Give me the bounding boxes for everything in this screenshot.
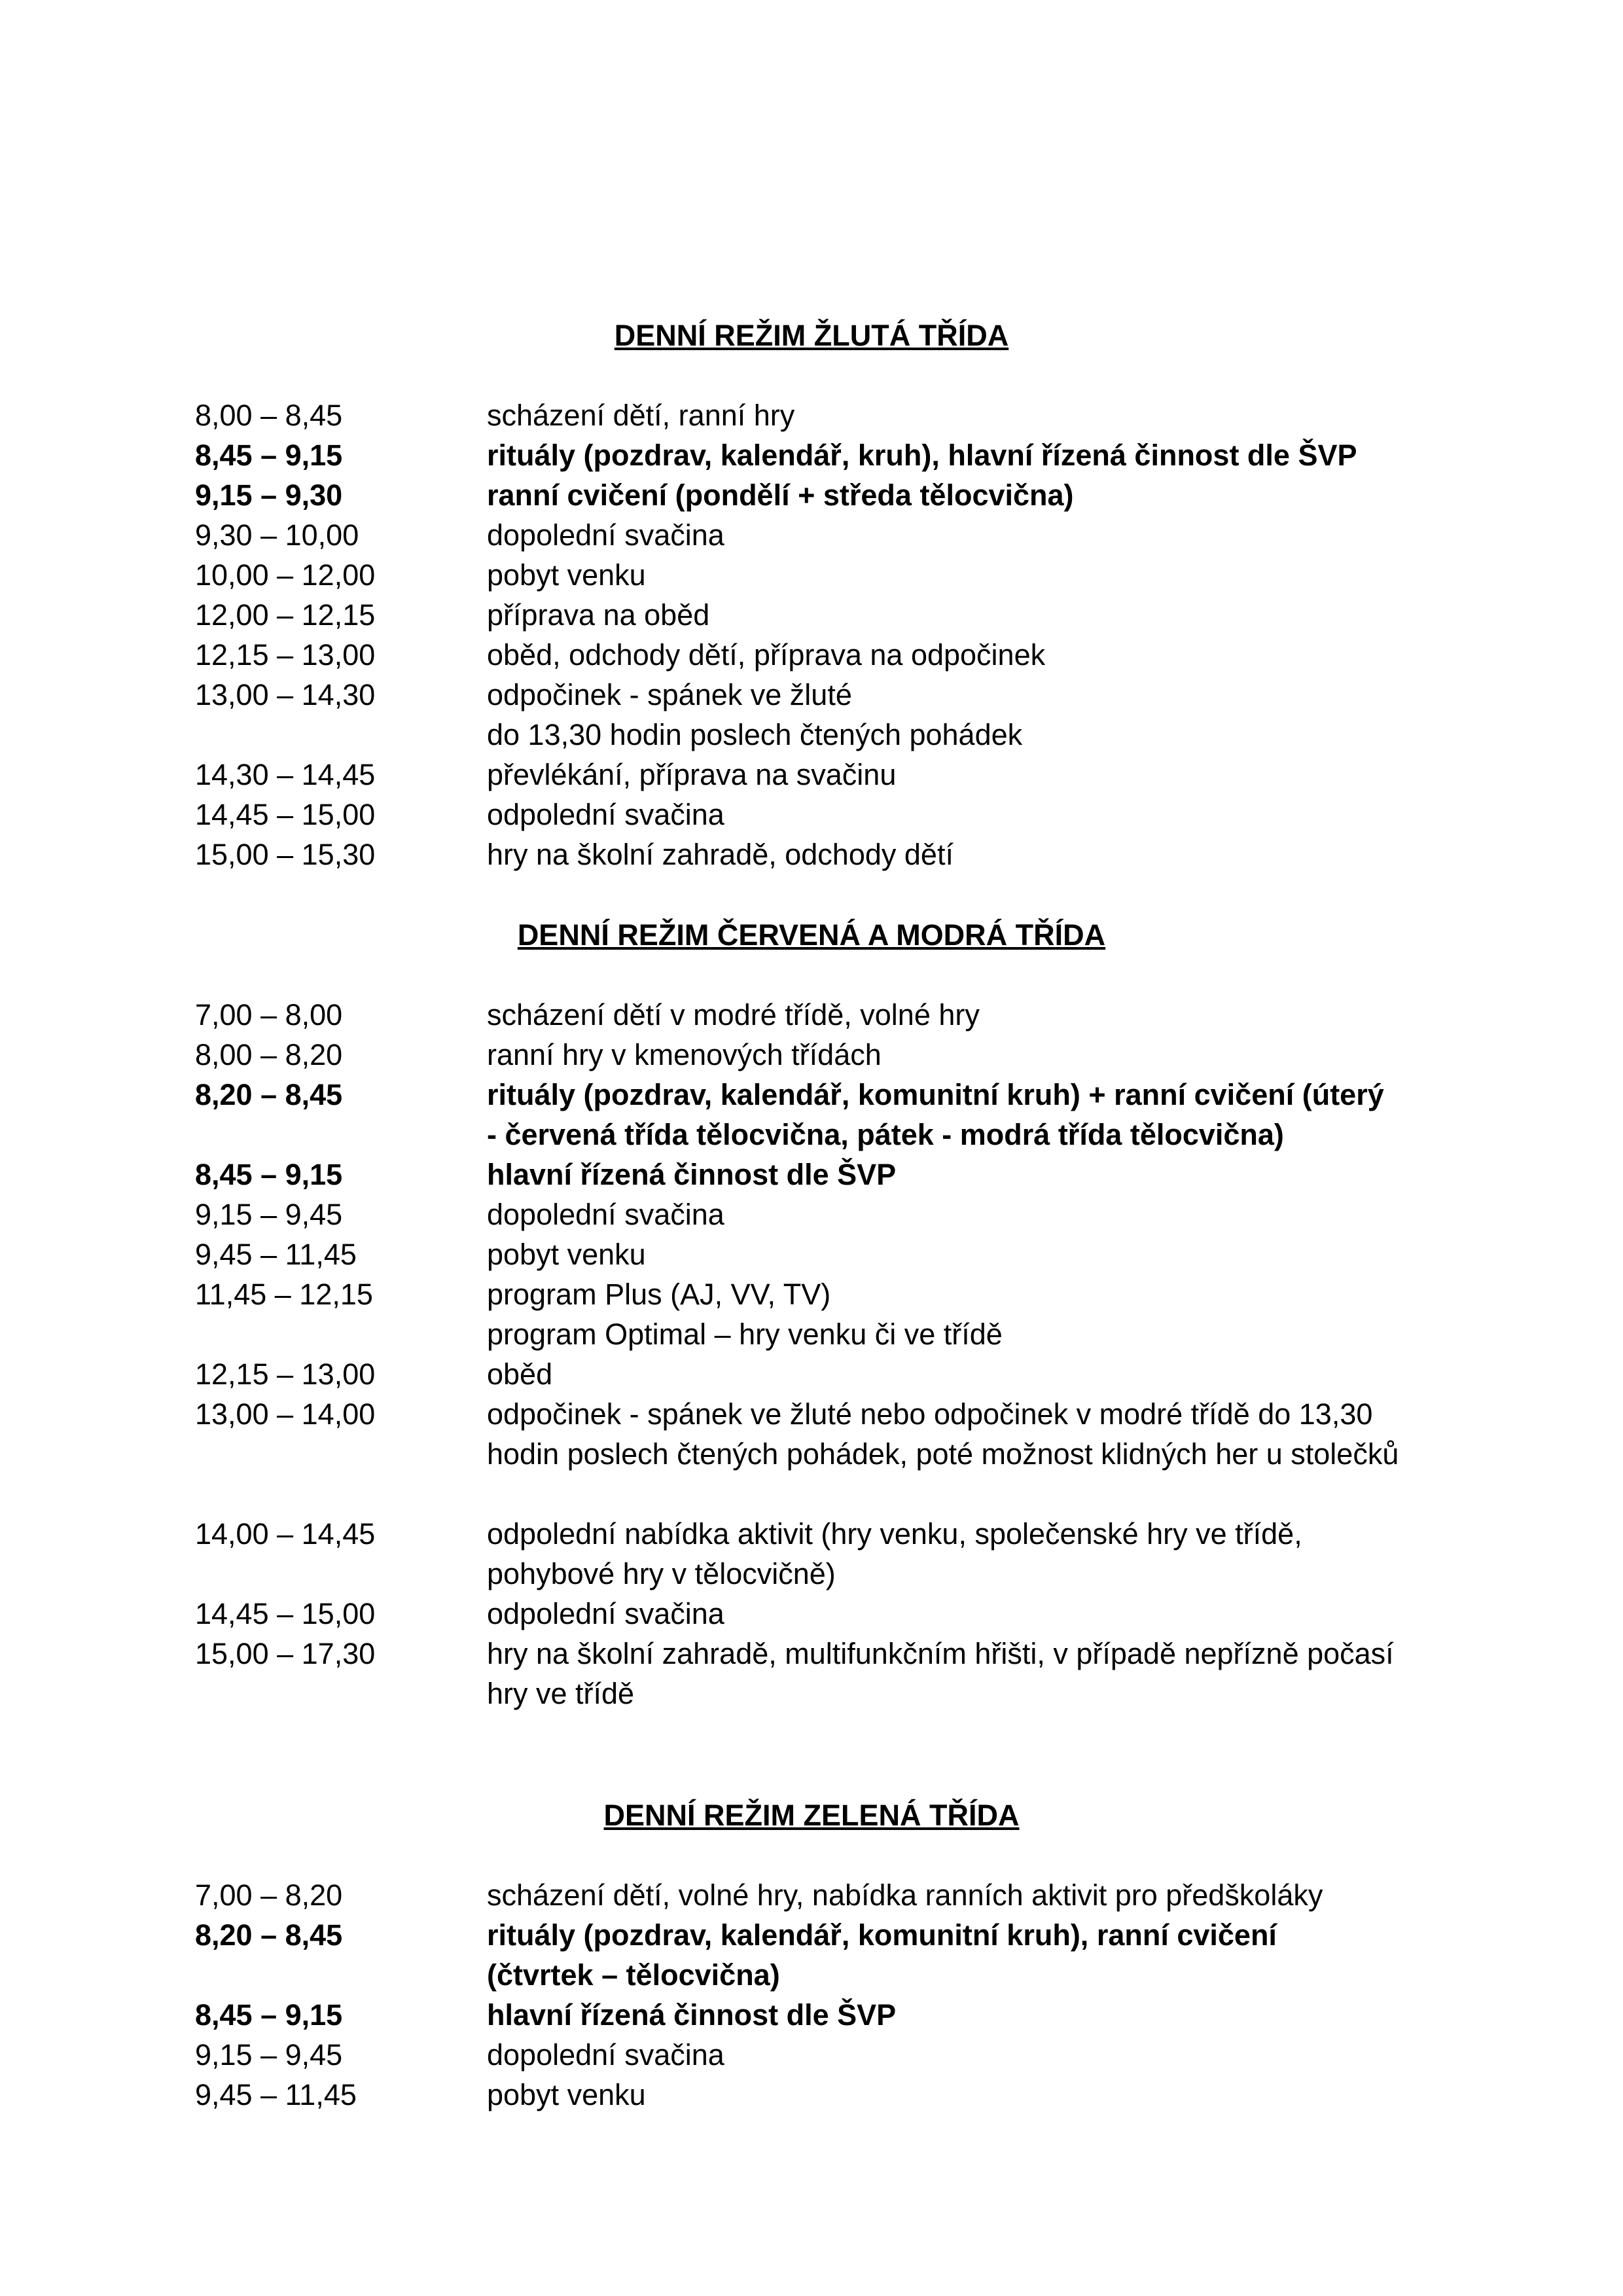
time-range: 8,45 – 9,15 bbox=[195, 1158, 343, 1191]
time-range: 13,00 – 14,30 bbox=[195, 678, 376, 711]
schedule-row-continuation bbox=[195, 1314, 1438, 1354]
time-range: 9,45 – 11,45 bbox=[195, 1238, 357, 1271]
time-range: 7,00 – 8,00 bbox=[195, 998, 343, 1031]
schedule-row bbox=[195, 1394, 1438, 1474]
activity: odpočinek - spánek ve žluté bbox=[487, 678, 852, 711]
schedule-row bbox=[195, 1274, 1438, 1314]
activity: dopolední svačina bbox=[487, 518, 724, 552]
time-range: 8,20 – 8,45 bbox=[195, 1078, 343, 1111]
time-range: 14,30 – 14,45 bbox=[195, 758, 376, 791]
activity: dopolední svačina bbox=[487, 2038, 724, 2072]
time-range: 9,15 – 9,30 bbox=[195, 478, 343, 512]
schedule-row bbox=[195, 475, 1438, 515]
schedule-row bbox=[195, 1194, 1438, 1234]
activity: scházení dětí, ranní hry bbox=[487, 399, 795, 432]
schedule-row bbox=[195, 435, 1438, 475]
activity: scházení dětí v modré třídě, volné hry bbox=[487, 998, 980, 1031]
activity: hlavní řízená činnost dle ŠVP bbox=[487, 1998, 897, 2032]
activity: příprava na oběd bbox=[487, 598, 710, 632]
schedule-row bbox=[195, 515, 1438, 555]
schedule-row bbox=[195, 1915, 1438, 1955]
schedule-row bbox=[195, 995, 1438, 1035]
time-range: 13,00 – 14,00 bbox=[195, 1397, 376, 1431]
schedule-row bbox=[195, 2075, 1438, 2115]
activity: převlékání, příprava na svačinu bbox=[487, 758, 897, 791]
time-range: 12,15 – 13,00 bbox=[195, 1357, 376, 1391]
activity: do 13,30 hodin poslech čtených pohádek bbox=[487, 718, 1023, 751]
schedule-row bbox=[195, 1075, 1438, 1155]
schedule-row bbox=[195, 1995, 1438, 2035]
time-range: 14,45 – 15,00 bbox=[195, 798, 376, 831]
time-range: 15,00 – 15,30 bbox=[195, 838, 376, 871]
schedule-row bbox=[195, 1875, 1438, 1915]
schedule-row-continuation bbox=[195, 1955, 1438, 1995]
activity: odpolední svačina bbox=[487, 1597, 724, 1630]
schedule-row bbox=[195, 795, 1438, 834]
schedule-row bbox=[195, 1155, 1438, 1194]
time-range: 14,45 – 15,00 bbox=[195, 1597, 376, 1630]
schedule-row bbox=[195, 1234, 1438, 1274]
row-spacer bbox=[195, 1474, 1438, 1514]
activity: rituály (pozdrav, kalendář, komunitní kruh), ranní cvičení bbox=[487, 1918, 1277, 1952]
schedule-row bbox=[195, 1354, 1438, 1394]
activity: pobyt venku bbox=[487, 1238, 646, 1271]
schedule-red-blue bbox=[195, 995, 1438, 1713]
time-range: 8,00 – 8,45 bbox=[195, 399, 343, 432]
activity: hry na školní zahradě, odchody dětí bbox=[487, 838, 954, 871]
activity: pobyt venku bbox=[487, 2078, 646, 2111]
time-range: 8,45 – 9,15 bbox=[195, 1998, 343, 2032]
schedule-row bbox=[195, 1035, 1438, 1075]
activity: ranní cvičení (pondělí + středa tělocvična) bbox=[487, 478, 1074, 512]
schedule-row-continuation bbox=[195, 715, 1438, 755]
time-range: 8,20 – 8,45 bbox=[195, 1918, 343, 1952]
time-range: 14,00 – 14,45 bbox=[195, 1517, 376, 1551]
section-heading-green: DENNÍ REŽIM ZELENÁ TŘÍDA bbox=[603, 1799, 1020, 1832]
schedule-row bbox=[195, 595, 1438, 635]
schedule-row bbox=[195, 834, 1438, 874]
time-range: 12,15 – 13,00 bbox=[195, 638, 376, 672]
schedule-row bbox=[195, 635, 1438, 675]
time-range: 9,45 – 11,45 bbox=[195, 2078, 357, 2111]
time-range: 9,15 – 9,45 bbox=[195, 1198, 343, 1231]
time-range: 12,00 – 12,15 bbox=[195, 598, 376, 632]
schedule-row bbox=[195, 1634, 1438, 1713]
schedule-row bbox=[195, 555, 1438, 595]
schedule-row bbox=[195, 675, 1438, 715]
activity: program Optimal – hry venku či ve třídě bbox=[487, 1318, 1003, 1351]
section-heading-yellow: DENNÍ REŽIM ŽLUTÁ TŘÍDA bbox=[614, 319, 1009, 352]
activity: (čtvrtek – tělocvična) bbox=[487, 1958, 780, 1992]
time-range: 9,30 – 10,00 bbox=[195, 518, 359, 552]
activity: rituály (pozdrav, kalendář, kruh), hlavní řízená činnost dle ŠVP bbox=[487, 439, 1357, 472]
activity: oběd bbox=[487, 1357, 553, 1391]
activity: scházení dětí, volné hry, nabídka ranních aktivit pro předškoláky bbox=[487, 1878, 1323, 1912]
activity: odpočinek - spánek ve žluté nebo odpočinek v modré třídě do 13,30 hodin poslech čtených pohádek, poté možnost klidných her u stolečků bbox=[487, 1397, 1399, 1471]
time-range: 8,00 – 8,20 bbox=[195, 1038, 343, 1071]
schedule-row bbox=[195, 1514, 1438, 1594]
activity: rituály (pozdrav, kalendář, komunitní kruh) + ranní cvičení (úterý - červená třída tělocvična, pátek - modrá třída tělocvična) bbox=[487, 1078, 1384, 1151]
activity: hry na školní zahradě, multifunkčním hřišti, v případě nepřízně počasí hry ve třídě bbox=[487, 1637, 1394, 1710]
activity: oběd, odchody dětí, příprava na odpočinek bbox=[487, 638, 1046, 672]
activity: dopolední svačina bbox=[487, 1198, 724, 1231]
time-range: 9,15 – 9,45 bbox=[195, 2038, 343, 2072]
schedule-yellow bbox=[195, 395, 1438, 874]
activity: hlavní řízená činnost dle ŠVP bbox=[487, 1158, 897, 1191]
schedule-row bbox=[195, 1594, 1438, 1634]
activity: odpolední nabídka aktivit (hry venku, společenské hry ve třídě, pohybové hry v tělocvičně) bbox=[487, 1517, 1302, 1590]
time-range: 7,00 – 8,20 bbox=[195, 1878, 343, 1912]
schedule-green bbox=[195, 1875, 1438, 2115]
section-heading-red-blue: DENNÍ REŽIM ČERVENÁ A MODRÁ TŘÍDA bbox=[517, 918, 1106, 952]
time-range: 11,45 – 12,15 bbox=[195, 1278, 373, 1311]
time-range: 10,00 – 12,00 bbox=[195, 558, 376, 592]
schedule-row bbox=[195, 755, 1438, 795]
activity: pobyt venku bbox=[487, 558, 646, 592]
activity: program Plus (AJ, VV, TV) bbox=[487, 1278, 831, 1311]
schedule-row bbox=[195, 2035, 1438, 2075]
time-range: 15,00 – 17,30 bbox=[195, 1637, 376, 1670]
schedule-row bbox=[195, 395, 1438, 435]
activity: ranní hry v kmenových třídách bbox=[487, 1038, 882, 1071]
activity: odpolední svačina bbox=[487, 798, 724, 831]
time-range: 8,45 – 9,15 bbox=[195, 439, 343, 472]
